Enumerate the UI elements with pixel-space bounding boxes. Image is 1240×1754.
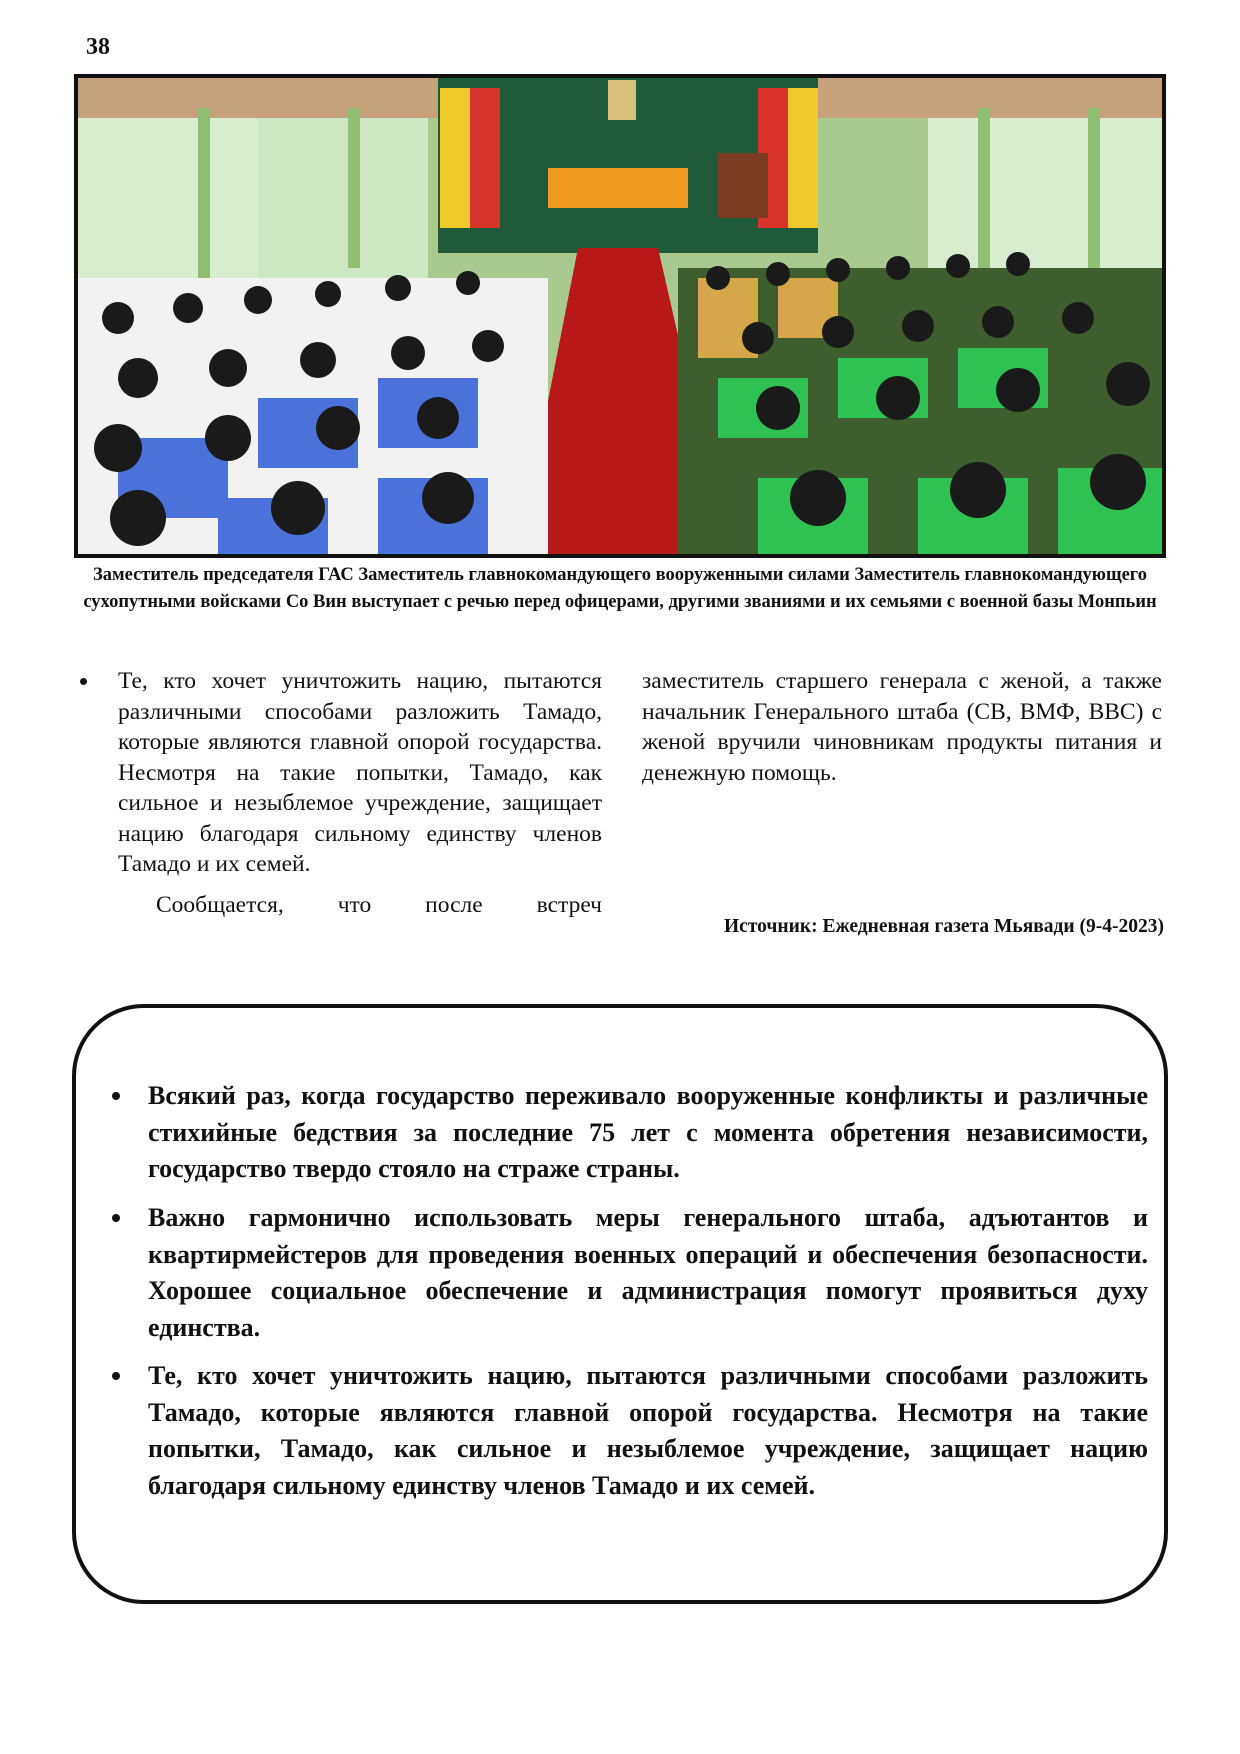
right-paragraph: заместитель старшего генерала с женой, а также начальник Генерального штаба (СВ, ВМФ, ВВС) с женой вручили чиновникам продукты питания и денежную помощь. (642, 668, 1162, 786)
meeting-photo (74, 74, 1166, 558)
summary-item-text: Важно гармонично использовать меры генерального штаба, адъютантов и квартирмейстеров для проведения военных операций и обеспечения безопасности. Хорошее социальное обеспечение и администрация помогут проявиться духу единства. (148, 1203, 1148, 1342)
photo-scene (78, 78, 1162, 554)
bullet-icon (112, 1372, 120, 1380)
summary-item (148, 1358, 1148, 1504)
bullet-icon (80, 678, 87, 685)
summary-item-text: Всякий раз, когда государство переживало вооруженные конфликты и различные стихийные бедствия за последние 75 лет с момента обретения независимости, государство твердо стояло на страже страны. (148, 1081, 1148, 1183)
source-line: Источник: Ежедневная газета Мьявади (9-4-2023) (724, 916, 1164, 937)
summary-item (148, 1078, 1148, 1188)
bullet-icon (112, 1092, 120, 1100)
page-number: 38 (86, 34, 110, 60)
left-column (118, 666, 602, 920)
summary-item (148, 1200, 1148, 1346)
right-column (642, 666, 1162, 788)
summary-item-text: Те, кто хочет уничтожить нацию, пытаются различными способами разложить Тамадо, которые являются главной опорой государства. Несмотря на такие попытки, Тамадо, как сильное и незыблемое учреждение, защищает нацию благодаря сильному единству членов Тамадо и их семей. (148, 1361, 1148, 1500)
left-paragraph: Сообщается, что после встреч (156, 891, 602, 918)
summary-box (72, 1004, 1168, 1604)
photo-caption: Заместитель председателя ГАС Заместитель главнокомандующего вооруженными силами Заместитель главнокомандующего сухопутными войсками Со Вин выступает с речью перед офицерами, другими званиями и их семьями с военной базы Монпьин (83, 565, 1157, 612)
left-bullet-text: Те, кто хочет уничтожить нацию, пытаются различными способами разложить Тамадо, которые являются главной опорой государства. Несмотря на такие попытки, Тамадо, как сильное и незыблемое учреждение, защищает нацию благодаря сильному единству членов Тамадо и их семей. (118, 668, 602, 877)
bullet-icon (112, 1214, 120, 1222)
